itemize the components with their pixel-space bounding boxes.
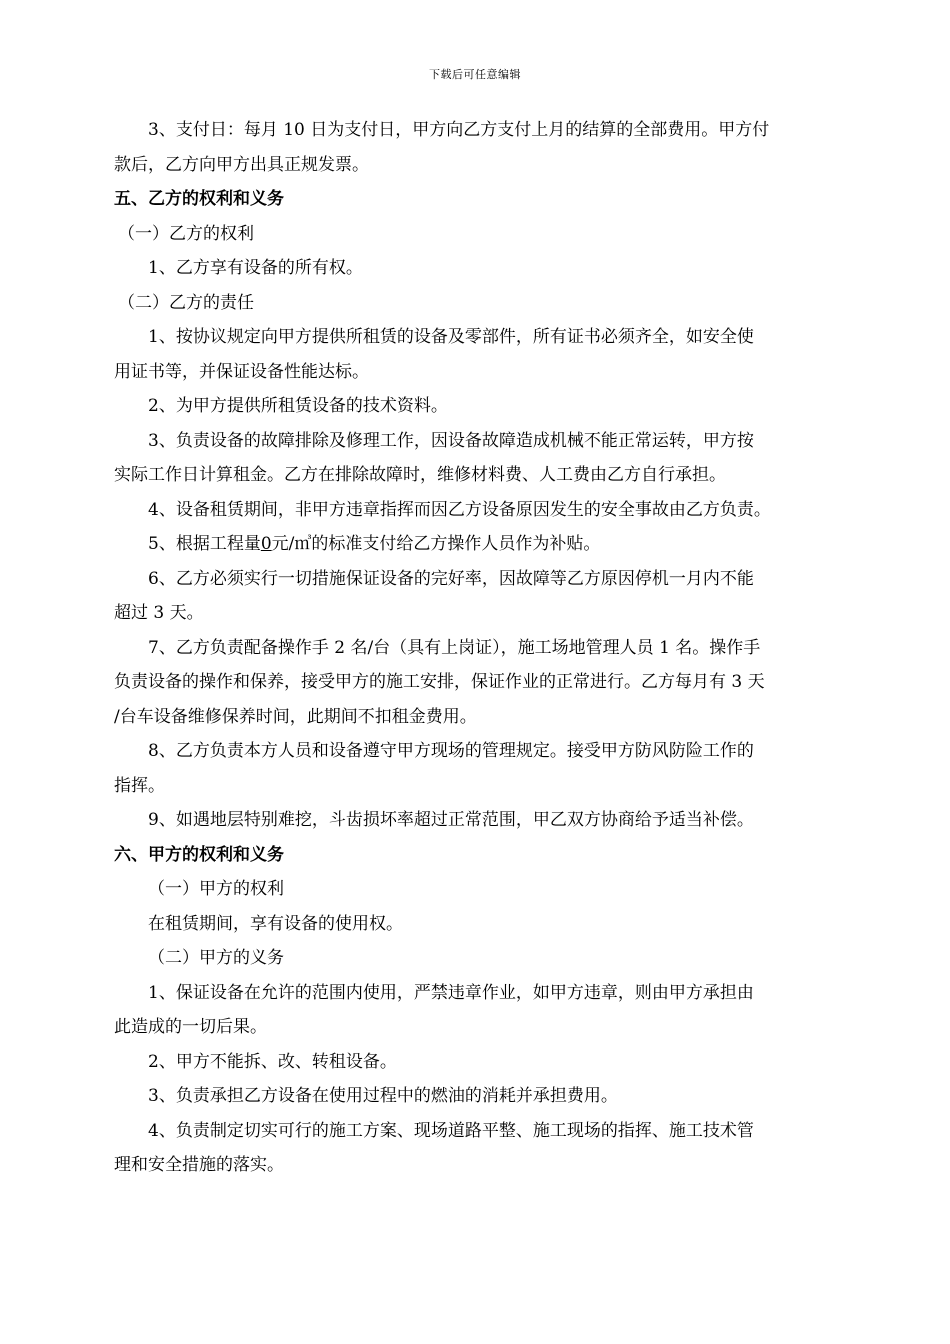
paragraph-line-6: （二）乙方的责任 — [118, 292, 254, 313]
paragraph-line-23: （一）甲方的权利 — [148, 879, 284, 899]
paragraph-line-8: 用证书等，并保证设备性能达标。 — [114, 361, 369, 382]
paragraph-line-1: 3、支付日：每月 10 日为支付日，甲方向乙方支付上月的结算的全部费用。甲方付 — [148, 120, 770, 140]
line5-suffix: 元/㎥的标准支付给乙方操作人员作为补贴。 — [271, 534, 601, 554]
paragraph-line-25: （二）甲方的义务 — [148, 948, 284, 968]
paragraph-line-28: 2、甲方不能拆、改、转租设备。 — [148, 1051, 397, 1072]
paragraph-line-27: 此造成的一切后果。 — [114, 1017, 267, 1037]
paragraph-line-18: /台车设备维修保养时间，此期间不扣租金费用。 — [114, 706, 477, 727]
paragraph-line-9: 2、为甲方提供所租赁设备的技术资料。 — [148, 396, 448, 416]
paragraph-line-13 — [114, 527, 844, 562]
paragraph-line-26: 1、保证设备在允许的范围内使用，严禁违章作业，如甲方违章，则由甲方承担由 — [148, 982, 754, 1003]
paragraph-line-15: 超过 3 天。 — [114, 603, 204, 623]
paragraph-line-29: 3、负责承担乙方设备在使用过程中的燃油的消耗并承担费用。 — [148, 1086, 618, 1106]
paragraph-line-4: （一）乙方的权利 — [118, 223, 254, 244]
section-heading-3: 五、乙方的权利和义务 — [114, 189, 284, 209]
paragraph-line-21: 9、如遇地层特别难挖，斗齿损坏率超过正常范围，甲乙双方协商给予适当补偿。 — [148, 810, 754, 830]
paragraph-line-19: 8、乙方负责本方人员和设备遵守甲方现场的管理规定。接受甲方防风防险工作的 — [148, 741, 754, 761]
paragraph-line-7: 1、按协议规定向甲方提供所租赁的设备及零部件，所有证书必须齐全，如安全使 — [148, 327, 754, 347]
page-header: 下载后可任意编辑 — [429, 68, 521, 81]
paragraph-line-16: 7、乙方负责配备操作手 2 名/台（具有上岗证），施工场地管理人员 1 名。操作手 — [148, 637, 761, 658]
paragraph-line-11: 实际工作日计算租金。乙方在排除故障时，维修材料费、人工费由乙方自行承担。 — [114, 465, 726, 485]
paragraph-line-5: 1、乙方享有设备的所有权。 — [148, 258, 363, 278]
document-body — [114, 113, 844, 1183]
subsidy-amount: 0 — [260, 534, 272, 554]
paragraph-line-20: 指挥。 — [114, 775, 165, 796]
paragraph-line-24: 在租赁期间，享有设备的使用权。 — [148, 913, 403, 934]
paragraph-line-31: 理和安全措施的落实。 — [114, 1155, 284, 1175]
paragraph-line-2: 款后，乙方向甲方出具正规发票。 — [114, 154, 369, 175]
line5-prefix: 5、根据工程量 — [148, 534, 261, 554]
paragraph-line-14: 6、乙方必须实行一切措施保证设备的完好率，因故障等乙方原因停机一月内不能 — [148, 568, 754, 589]
paragraph-line-30: 4、负责制定切实可行的施工方案、现场道路平整、施工现场的指挥、施工技术管 — [148, 1120, 754, 1141]
paragraph-line-12: 4、设备租赁期间，非甲方违章指挥而因乙方设备原因发生的安全事故由乙方负责。 — [148, 499, 771, 520]
paragraph-line-10: 3、负责设备的故障排除及修理工作，因设备故障造成机械不能正常运转，甲方按 — [148, 430, 754, 451]
section-heading-22: 六、甲方的权利和义务 — [114, 844, 284, 865]
paragraph-line-17: 负责设备的操作和保养，接受甲方的施工安排，保证作业的正常进行。乙方每月有 3 天 — [114, 672, 765, 692]
